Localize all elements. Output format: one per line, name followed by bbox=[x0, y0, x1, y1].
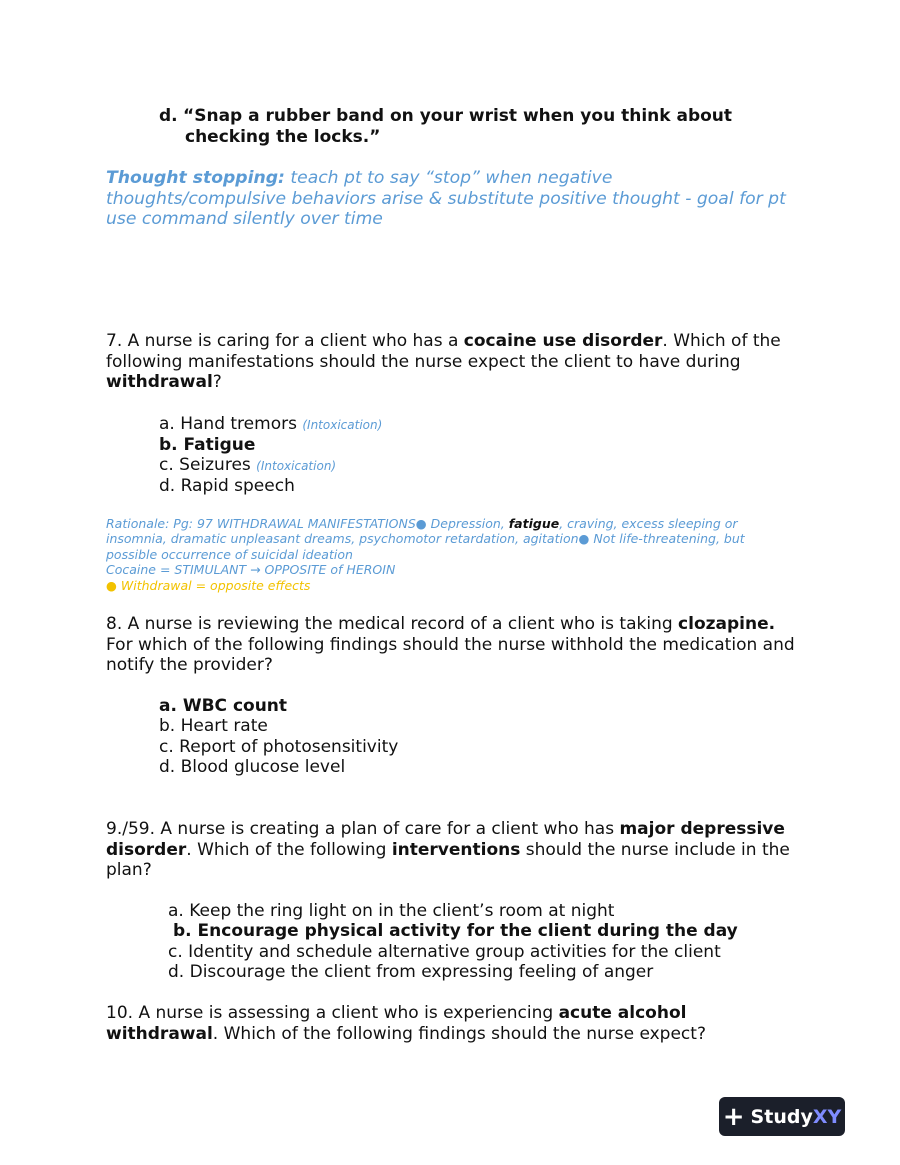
q7-option-c: c. Seizures (Intoxication) bbox=[159, 455, 337, 475]
hint-label: (Intoxication) bbox=[302, 418, 383, 432]
q6-option-d-line1: d. “Snap a rubber band on your wrist when you think about bbox=[159, 106, 733, 126]
q10-stem: 10. A nurse is assessing a client who is experiencing acute alcohol withdrawal. Which of the following findings should the nurse expect? bbox=[106, 1003, 706, 1044]
q6-option-d-line2: checking the locks.” bbox=[185, 127, 381, 147]
q7-rationale: Rationale: Pg: 97 WITHDRAWAL MANIFESTATIONS● Depression, fatigue, craving, excess sleeping or insomnia, dramatic unpleasant dreams, psychomotor retardation, agitation● Not life-threatening, but possible occurrence of suicidal ideation Cocaine = STIMULANT → OPPOSITE of HEROIN ● Withdrawal = opposite effects bbox=[106, 516, 745, 593]
q7-option-a: a. Hand tremors (Intoxication) bbox=[159, 414, 383, 434]
rationale-line2: Cocaine = STIMULANT → OPPOSITE of HEROIN bbox=[106, 562, 396, 578]
plus-icon: + bbox=[722, 1101, 745, 1132]
q8-option-b: b. Heart rate bbox=[159, 716, 268, 736]
q6-thought-stopping-note bbox=[106, 168, 796, 230]
q8-option-d: d. Blood glucose level bbox=[159, 757, 346, 777]
q9-option-a: a. Keep the ring light on in the client’s room at night bbox=[168, 901, 615, 921]
q8-stem: 8. A nurse is reviewing the medical record of a client who is taking clozapine. For which of the following findings should the nurse withhold the medication and notify the provider? bbox=[106, 614, 795, 676]
q7-option-d: d. Rapid speech bbox=[159, 476, 295, 496]
studyxy-logo bbox=[719, 1097, 845, 1136]
rationale-line3: ● Withdrawal = opposite effects bbox=[106, 577, 311, 593]
q9-stem: 9./59. A nurse is creating a plan of care for a client who has major depressive disorder. Which of the following interventions should the nurse include in the plan? bbox=[106, 819, 790, 881]
q9-option-b-correct: b. Encourage physical activity for the client during the day bbox=[173, 921, 738, 941]
q8-option-c: c. Report of photosensitivity bbox=[159, 737, 399, 757]
q9-option-c: c. Identity and schedule alternative group activities for the client bbox=[168, 942, 721, 962]
note-text: teach pt to say “stop” when negative thoughts/compulsive behaviors arise & substitute positive thought - goal for pt use command silently over time bbox=[106, 168, 786, 230]
logo-wordmark: StudyXY bbox=[750, 1105, 842, 1128]
q7-option-b-correct: b. Fatigue bbox=[159, 435, 256, 455]
q9-option-d: d. Discourage the client from expressing feeling of anger bbox=[168, 962, 654, 982]
q7-stem: 7. A nurse is caring for a client who has a cocaine use disorder. Which of the following manifestations should the nurse expect the client to have during withdrawal? bbox=[106, 331, 781, 393]
note-label: Thought stopping: bbox=[106, 168, 285, 188]
q8-option-a-correct: a. WBC count bbox=[159, 696, 288, 716]
hint-label: (Intoxication) bbox=[256, 459, 337, 473]
